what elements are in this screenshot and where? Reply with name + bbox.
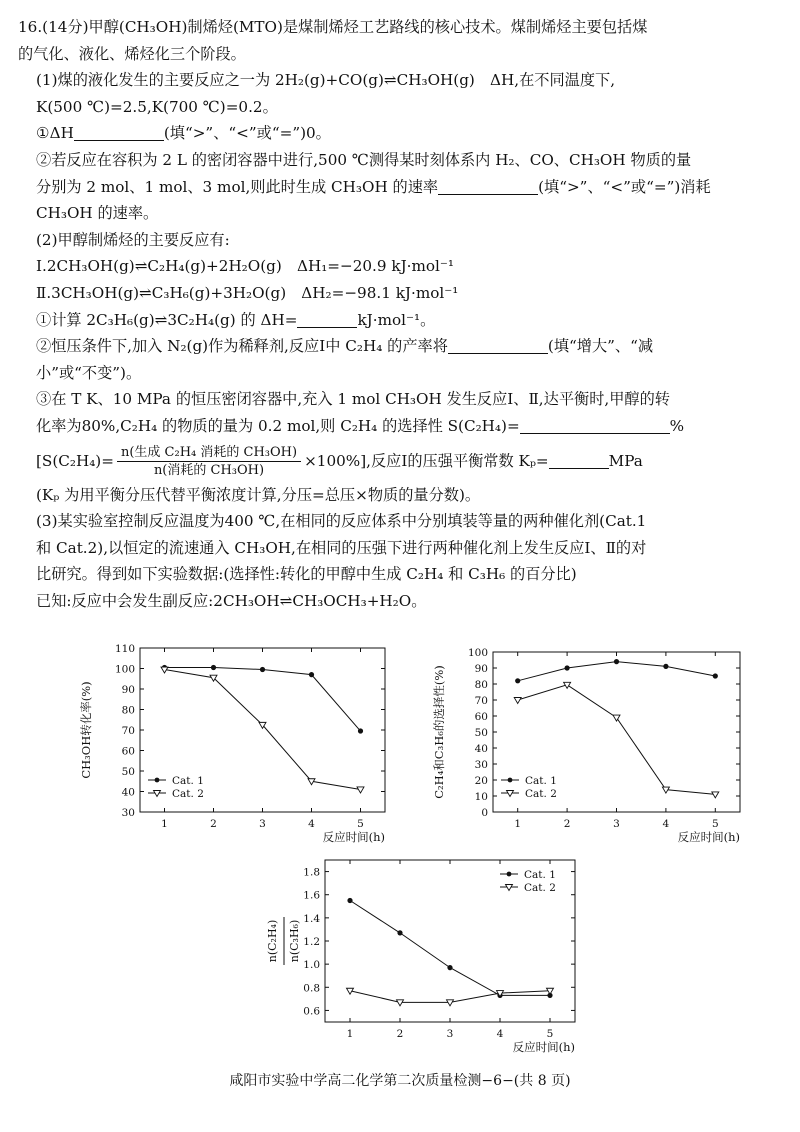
question-text: %	[669, 416, 685, 435]
y-tick-label: 110	[114, 643, 135, 655]
x-axis-label: 反应时间(h)	[322, 830, 385, 844]
question-text: [S(C₂H₄)=	[36, 451, 114, 470]
y-tick-label: 1.8	[303, 866, 320, 879]
y-tick-label: 80	[121, 704, 135, 717]
question-16	[18, 14, 788, 614]
x-tick-label: 5	[357, 818, 364, 830]
question-text: ①ΔH	[36, 124, 74, 143]
answer-blank[interactable]	[520, 417, 670, 434]
question-line: 小”或“不变”)。	[36, 363, 142, 382]
x-tick-label: 2	[563, 818, 571, 830]
selectivity-fraction	[117, 444, 301, 479]
question-line	[18, 307, 788, 334]
y-tick-label: 1.0	[303, 959, 320, 972]
question-line: 16.(14分)甲醇(CH₃OH)制烯烃(MTO)是煤制烯烃工艺路线的核心技术。煤制烯烃主要包括煤	[18, 18, 648, 36]
x-tick-label: 3	[613, 818, 620, 830]
data-point	[358, 728, 363, 733]
y-axis-label: CH₃OH转化率(%)	[79, 681, 93, 779]
y-tick-label: 80	[474, 679, 488, 691]
question-line	[18, 413, 788, 440]
y-tick-label: 1.2	[303, 936, 320, 948]
question-line: (1)煤的液化发生的主要反应之一为 2H₂(g)+CO(g)⇌CH₃OH(g) ΔH,在不同温度下,	[36, 71, 616, 90]
legend-label: Cat. 1	[524, 869, 556, 881]
question-line: CH₃OH 的速率。	[36, 204, 159, 223]
fraction-denominator: n(消耗的 CH₃OH)	[153, 463, 265, 478]
x-tick-label: 3	[446, 1028, 454, 1040]
y-tick-label: 40	[121, 786, 135, 799]
question-line: ②若反应在容积为 2 L 的密闭容器中进行,500 ℃测得某时刻体系内 H₂、CO、CH₃OH 物质的量	[36, 150, 692, 169]
conversion-chart	[60, 640, 400, 850]
y-tick-label: 90	[121, 684, 135, 696]
y-label-numerator: n(C₂H₄)	[266, 919, 279, 963]
data-point	[447, 965, 452, 970]
data-point	[309, 672, 314, 677]
data-point	[211, 665, 216, 670]
data-point	[515, 678, 520, 683]
y-tick-label: 100	[467, 647, 488, 659]
y-tick-label: 30	[121, 807, 135, 819]
data-point	[357, 787, 364, 793]
series-line	[518, 662, 716, 681]
x-axis-label: 反应时间(h)	[512, 1040, 575, 1054]
y-tick-label: 70	[474, 695, 488, 707]
x-tick-label: 1	[514, 818, 522, 830]
question-text: MPa	[608, 451, 643, 470]
y-tick-label: 0.6	[303, 1005, 320, 1018]
question-text: ①计算 2C₃H₆(g)⇌3C₂H₄(g) 的 ΔH=	[36, 310, 298, 329]
y-tick-label: 60	[474, 711, 488, 723]
y-label-denominator: n(C₃H₆)	[288, 919, 301, 963]
data-point	[565, 665, 570, 670]
y-tick-label: 50	[474, 727, 488, 739]
question-line: (3)某实验室控制反应温度为400 ℃,在相同的反应体系中分别填装等量的两种催化剂(Cat.1	[36, 512, 647, 531]
data-point	[347, 898, 352, 903]
data-point	[712, 792, 719, 798]
legend-label: Cat. 2	[525, 788, 557, 800]
question-line: (Kₚ 为用平衡分压代替平衡浓度计算,分压=总压×物质的量分数)。	[36, 485, 481, 504]
x-tick-label: 5	[546, 1028, 554, 1040]
y-tick-label: 1.6	[303, 889, 320, 902]
x-tick-label: 3	[259, 818, 266, 830]
series-line	[165, 670, 361, 790]
y-tick-label: 50	[121, 766, 135, 778]
y-tick-label: 100	[114, 663, 135, 676]
legend-label: Cat. 1	[525, 775, 557, 787]
legend-marker	[155, 778, 160, 783]
y-axis-label	[266, 917, 301, 965]
question-text: 化率为80%,C₂H₄ 的物质的量为 0.2 mol,则 C₂H₄ 的选择性 S(C₂H₄)=	[36, 416, 520, 435]
legend-marker	[508, 778, 513, 783]
question-text: ×100%],反应Ⅰ的压强平衡常数 Kₚ=	[304, 451, 549, 470]
x-axis-label: 反应时间(h)	[677, 830, 740, 844]
ratio-chart	[245, 852, 590, 1057]
answer-blank[interactable]	[74, 124, 164, 141]
x-tick-label: 2	[210, 818, 217, 830]
x-tick-label: 4	[496, 1028, 504, 1040]
question-line: 的气化、液化、烯烃化三个阶段。	[18, 44, 246, 63]
series-line	[165, 667, 361, 731]
question-text: (填“增大”、“减	[547, 337, 654, 356]
question-line: ③在 T K、10 MPa 的恒压密闭容器中,充入 1 mol CH₃OH 发生反应Ⅰ、Ⅱ,达平衡时,甲醇的转	[36, 390, 670, 409]
x-tick-label: 1	[346, 1028, 354, 1040]
y-tick-label: 0	[481, 807, 488, 819]
question-line: 比研究。得到如下实验数据:(选择性:转化的甲醇中生成 C₂H₄ 和 C₃H₆ 的百分比)	[36, 565, 577, 584]
data-point	[614, 659, 619, 664]
answer-blank[interactable]	[438, 178, 538, 195]
question-text: kJ·mol⁻¹。	[357, 310, 436, 329]
y-tick-label: 10	[474, 791, 488, 803]
question-line: Ⅰ.2CH₃OH(g)⇌C₂H₄(g)+2H₂O(g) ΔH₁=−20.9 kJ·mol⁻¹	[36, 257, 455, 276]
y-tick-label: 90	[474, 663, 488, 675]
y-tick-label: 20	[474, 775, 488, 787]
question-text: (填“>”、“<”或“=”)消耗	[538, 177, 711, 196]
data-point	[663, 664, 668, 669]
x-tick-label: 1	[161, 818, 168, 830]
question-line: (2)甲醇制烯烃的主要反应有:	[36, 230, 230, 249]
question-line: K(500 ℃)=2.5,K(700 ℃)=0.2。	[36, 97, 278, 116]
legend-label: Cat. 1	[172, 775, 204, 787]
question-line	[18, 174, 788, 201]
question-text: 分别为 2 mol、1 mol、3 mol,则此时生成 CH₃OH 的速率	[36, 177, 439, 196]
fraction-numerator: n(生成 C₂H₄ 消耗的 CH₃OH)	[117, 444, 301, 462]
x-tick-label: 4	[662, 818, 670, 830]
question-text: (填“>”、“<”或“=”)0。	[163, 124, 331, 143]
question-line	[18, 333, 788, 360]
data-point	[397, 930, 402, 935]
y-tick-label: 1.4	[303, 912, 320, 925]
y-tick-label: 70	[121, 725, 135, 737]
series-line	[350, 901, 550, 996]
question-text: ②恒压条件下,加入 N₂(g)作为稀释剂,反应Ⅰ中 C₂H₄ 的产率将	[36, 337, 448, 356]
y-tick-label: 0.8	[303, 982, 320, 995]
x-tick-label: 4	[308, 818, 315, 830]
x-tick-label: 2	[396, 1028, 404, 1040]
page-footer: 咸阳市实验中学高二化学第二次质量检测−6−(共 8 页)	[229, 1073, 571, 1089]
y-tick-label: 40	[474, 743, 488, 755]
question-line	[18, 120, 788, 147]
answer-blank[interactable]	[448, 337, 548, 354]
legend-marker	[507, 872, 512, 877]
data-point	[613, 715, 620, 721]
question-line	[18, 440, 788, 482]
y-tick-label: 30	[474, 759, 488, 771]
legend-label: Cat. 2	[524, 882, 556, 894]
question-line: Ⅱ.3CH₃OH(g)⇌C₃H₆(g)+3H₂O(g) ΔH₂=−98.1 kJ·mol⁻¹	[36, 283, 459, 302]
question-line: 和 Cat.2),以恒定的流速通入 CH₃OH,在相同的压强下进行两种催化剂上发生反应Ⅰ、Ⅱ的对	[36, 538, 647, 557]
answer-blank[interactable]	[297, 311, 357, 328]
answer-blank[interactable]	[549, 452, 609, 469]
x-tick-label: 5	[711, 818, 719, 830]
question-line: 已知:反应中会发生副反应:2CH₃OH⇌CH₃OCH₃+H₂O。	[36, 591, 427, 610]
data-point	[514, 698, 521, 704]
y-axis-label: C₂H₄和C₃H₆的选择性(%)	[432, 665, 446, 799]
data-point	[713, 673, 718, 678]
selectivity-chart	[415, 640, 755, 850]
y-tick-label: 60	[121, 745, 135, 758]
legend-label: Cat. 2	[172, 788, 204, 800]
data-point	[260, 667, 265, 672]
